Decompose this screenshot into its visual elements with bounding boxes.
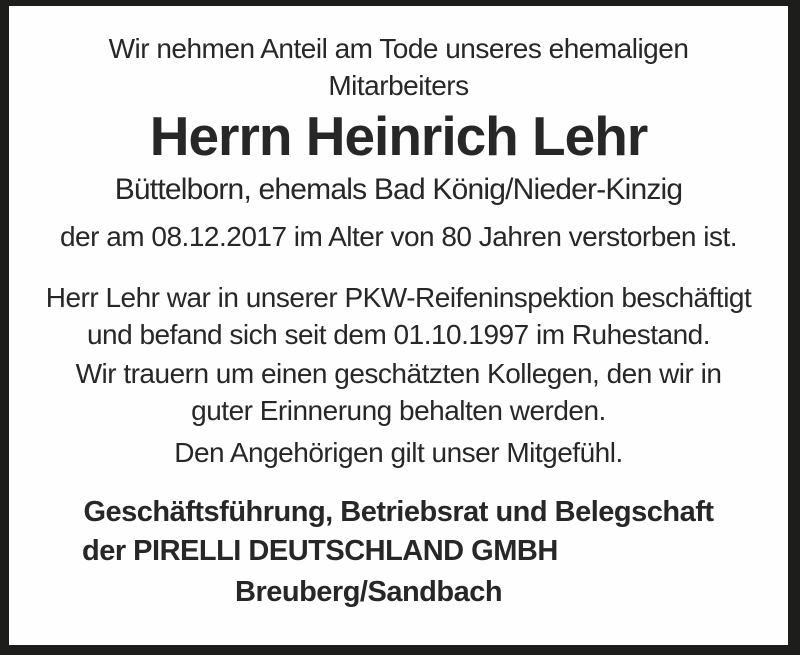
signature-company-line-2: der PIRELLI DEUTSCHLAND GMBH (82, 535, 558, 567)
mourning-line-1: Wir trauern um einen geschätzten Kollegen, den wir in (75, 358, 722, 389)
deceased-origin: Büttelborn, ehemals Bad König/Nieder-Kinzig (114, 173, 683, 206)
mourning-line-2: guter Erinnerung behalten werden. (191, 395, 606, 426)
condolence-line: Den Angehörigen gilt unser Mitgefühl. (174, 437, 623, 468)
intro-line-1: Wir nehmen Anteil am Tode unseres ehemaligen (108, 33, 689, 64)
career-line-1: Herr Lehr war in unserer PKW-Reifeninspektion beschäftigt (45, 282, 752, 313)
signature-location-line: Breuberg/Sandbach (235, 576, 503, 608)
intro-line-2: Mitarbeiters (328, 70, 469, 101)
death-info-line: der am 08.12.2017 im Alter von 80 Jahren verstorben ist. (59, 221, 738, 252)
signature-company-line-1: Geschäftsführung, Betriebsrat und Belegschaft (83, 496, 714, 528)
career-line-2: und befand sich seit dem 01.10.1997 im Ruhestand. (86, 319, 711, 350)
deceased-name: Herrn Heinrich Lehr (149, 105, 648, 167)
